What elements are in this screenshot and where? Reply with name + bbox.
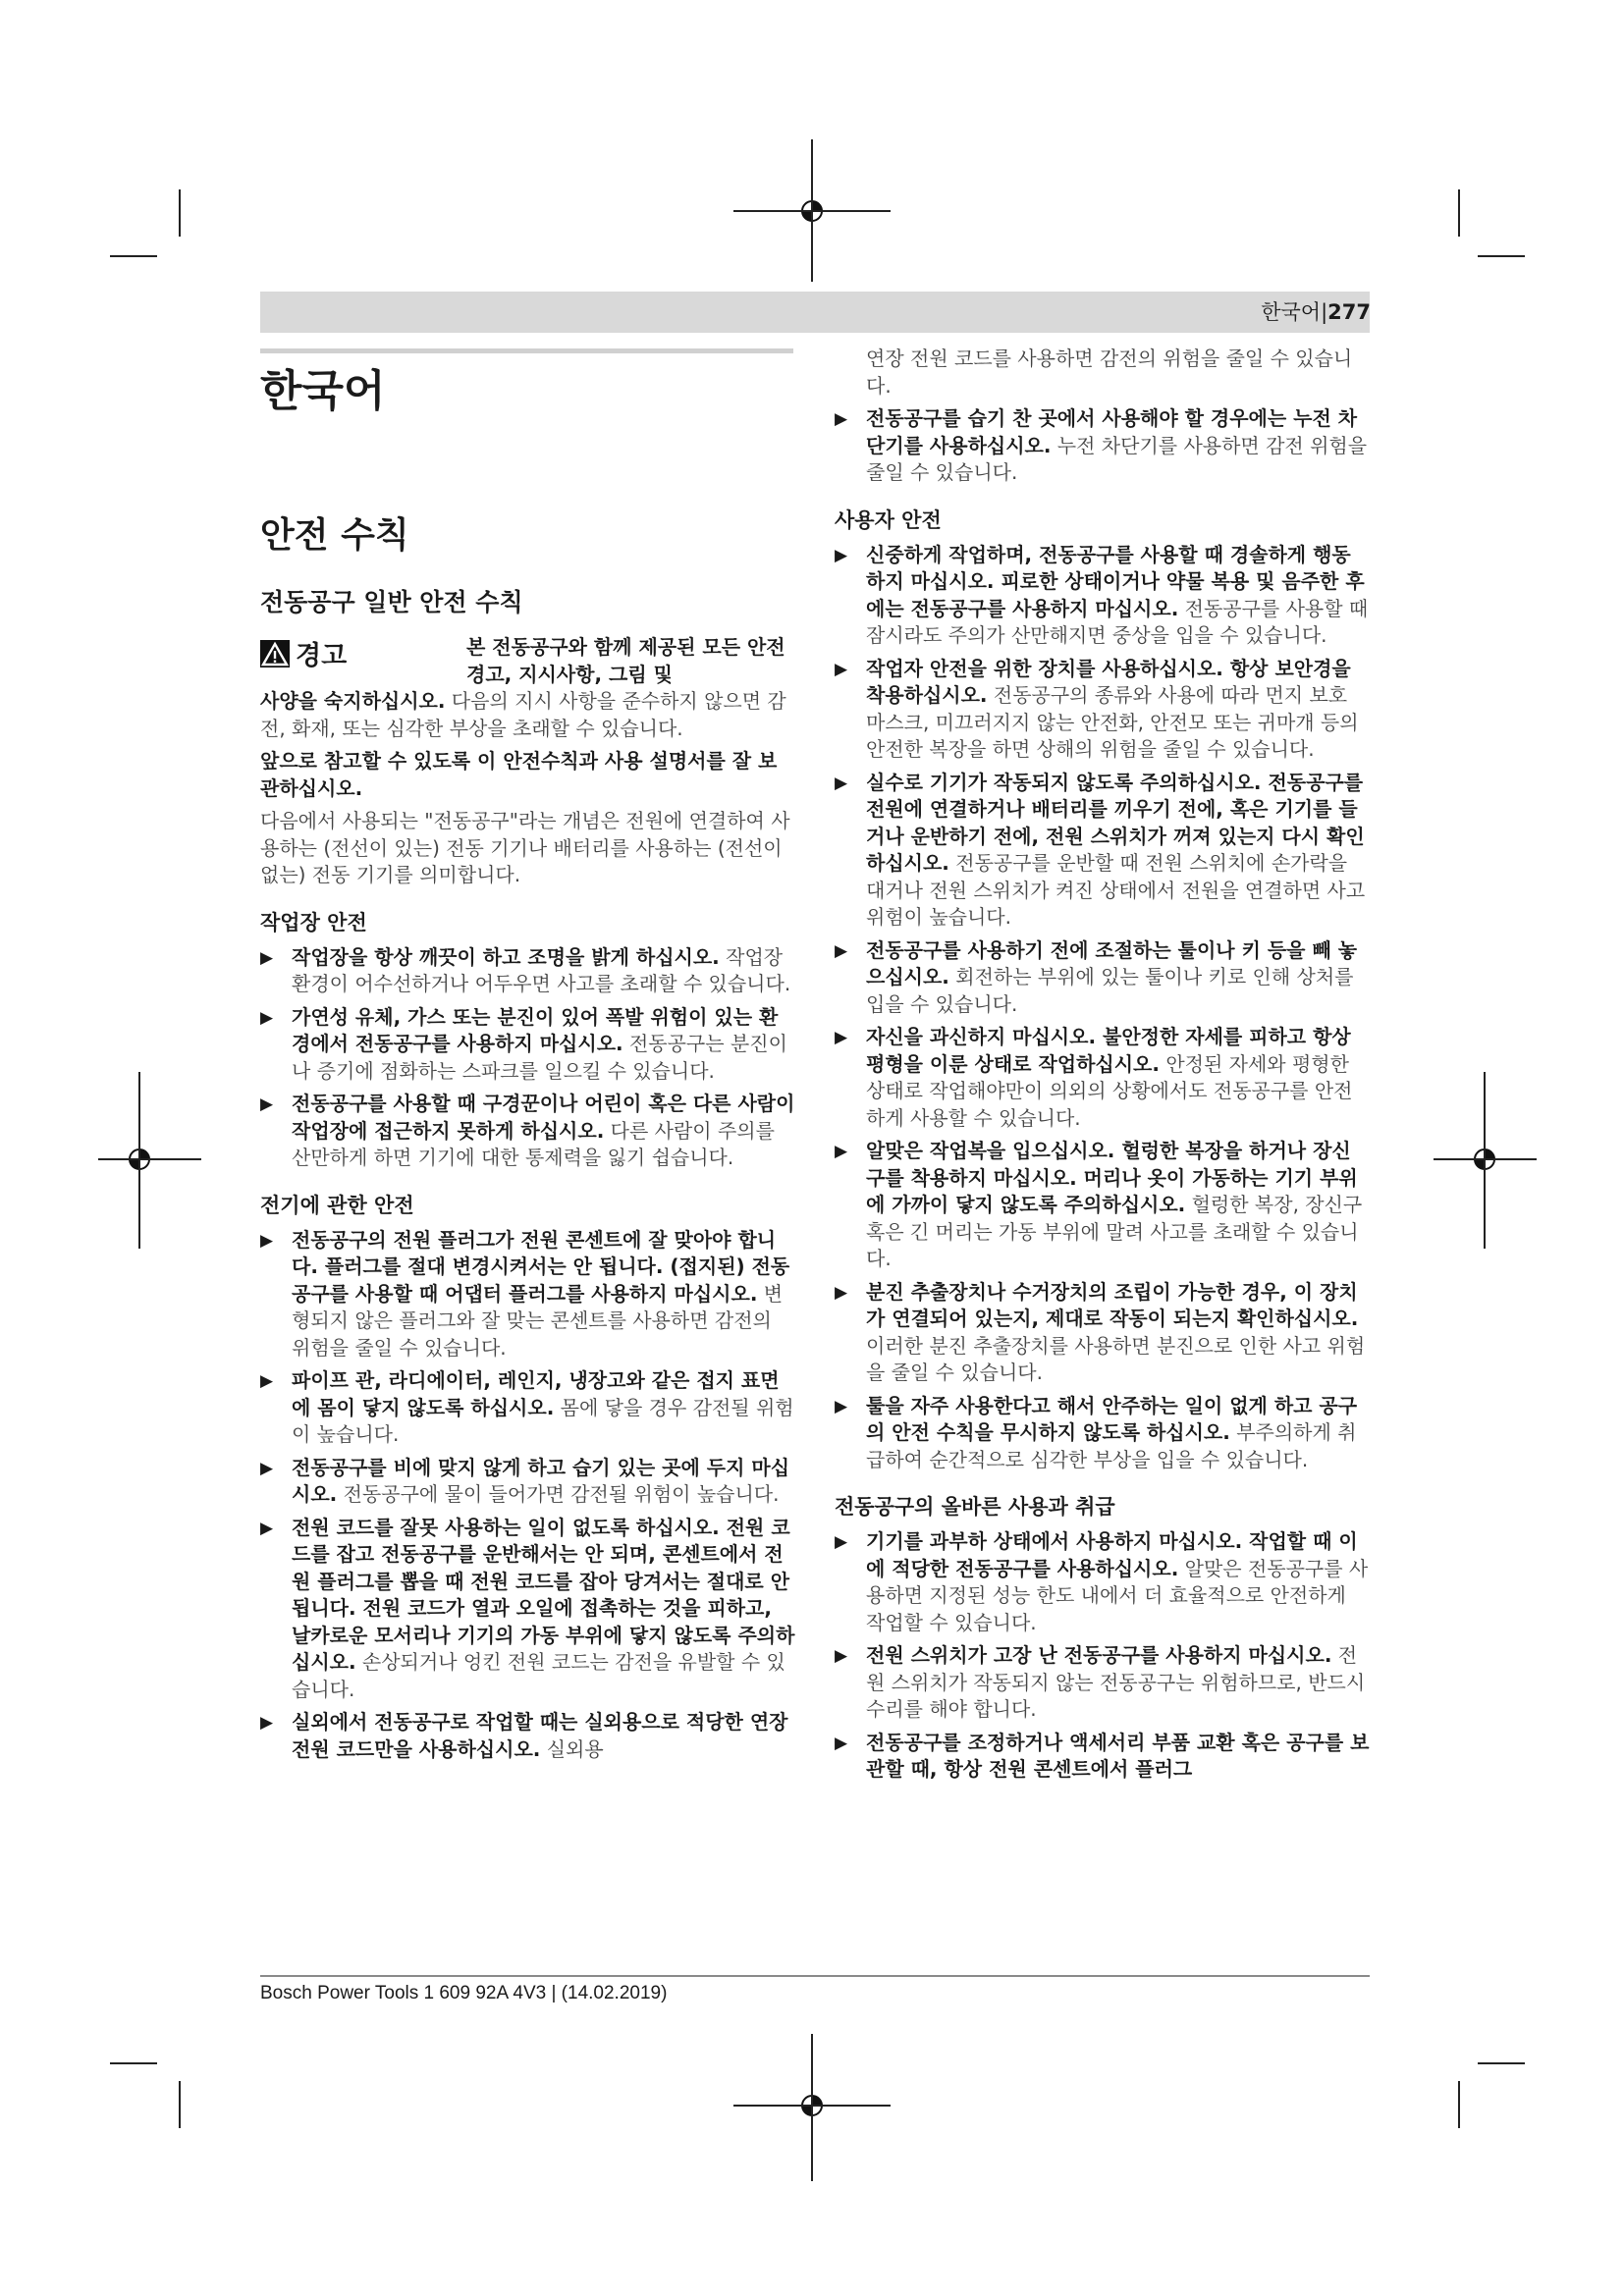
list-item-normal: 누전 차단기를 사용하면 감전 위험을 줄일 수 있습니다. xyxy=(866,433,1368,484)
list-item-normal: 전동공구는 분진이나 증기에 점화하는 스파크를 일으킬 수 있습니다. xyxy=(292,1032,787,1083)
list-item-normal: 실외용 xyxy=(540,1736,604,1761)
list-item xyxy=(260,1709,795,1763)
list-item-bold: 실외에서 전동공구로 작업할 때는 실외용으로 적당한 연장 전원 코드만을 사용하십시오. xyxy=(292,1710,788,1761)
list-item-normal: 전동공구에 물이 들어가면 감전될 위험이 높습니다. xyxy=(337,1482,780,1506)
right-first-items xyxy=(835,405,1370,487)
triangle-bullet-icon: ▶ xyxy=(835,659,848,679)
list-item-text xyxy=(866,1730,1370,1784)
triangle-bullet-icon: ▶ xyxy=(835,1396,848,1416)
list-item-text xyxy=(866,1528,1370,1636)
definition-paragraph: 다음에서 사용되는 "전동공구"라는 개념은 전원에 연결하여 사용하는 (전선이 있는) 전동 기기나 배터리를 사용하는 (전선이 없는) 전동 기기를 의미합니다. xyxy=(260,809,790,886)
reg-line-bottom-h xyxy=(733,2105,891,2107)
triangle-bullet-icon: ▶ xyxy=(835,940,848,961)
triangle-bullet-icon: ▶ xyxy=(260,1713,274,1733)
crop-mark-bottom-right-v xyxy=(1458,2081,1460,2128)
list-item-text xyxy=(292,1515,795,1704)
list-item-bold: 알맞은 작업복을 입으십시오. 헐렁한 복장을 하거나 장신구를 착용하지 마십시오. 머리나 옷이 가동하는 기기 부위에 가까이 닿지 않도록 주의하십시오. xyxy=(866,1139,1358,1216)
list-item xyxy=(835,1730,1370,1784)
list-item-bold: 가연성 유체, 가스 또는 분진이 있어 폭발 위험이 있는 환경에서 전동공구를 사용하지 마십시오. xyxy=(292,1004,779,1055)
subsection-heading: 전동공구 일반 안전 수칙 xyxy=(260,588,523,616)
group-heading: 작업장 안전 xyxy=(260,910,367,934)
list-item-text xyxy=(292,1004,795,1086)
running-header xyxy=(1261,294,1371,330)
warning-lead: 본 전동공구와 함께 제공된 모든 안전경고, 지시사항, 그림 및 xyxy=(466,635,785,686)
triangle-bullet-icon: ▶ xyxy=(835,545,848,565)
list-item xyxy=(260,1455,795,1509)
list-item-text xyxy=(866,1279,1370,1387)
section-heading: 안전 수칙 xyxy=(260,515,409,556)
list-item-bold: 전동공구를 사용하기 전에 조절하는 툴이나 키 등을 빼 놓으십시오. xyxy=(866,937,1358,988)
reg-line-left-h xyxy=(98,1158,201,1160)
list-item-normal: 몸에 닿을 경우 감전될 위험이 높습니다. xyxy=(292,1395,794,1446)
list-item-text xyxy=(292,1367,795,1449)
group-heading: 전기에 관한 안전 xyxy=(260,1193,414,1217)
continuation-text: 연장 전원 코드를 사용하면 감전의 위험을 줄일 수 있습니다. xyxy=(866,347,1353,398)
triangle-bullet-icon: ▶ xyxy=(835,1532,848,1552)
reg-line-right-h xyxy=(1434,1158,1537,1160)
list-item-text xyxy=(292,1455,795,1509)
reg-line-left-v xyxy=(138,1072,140,1249)
page-number: 277 xyxy=(1327,300,1371,324)
header-language: 한국어 xyxy=(1261,300,1322,324)
list-item-text xyxy=(292,1091,795,1172)
crop-mark-bottom-right-h xyxy=(1478,2062,1525,2064)
list-item-bold: 전원 코드를 잘못 사용하는 일이 없도록 하십시오. 전원 코드를 잡고 전동공구를 운반해서는 안 되며, 콘센트에서 전원 플러그를 뽑을 때 전원 코드를 잡아 당겨서는 절대로 안 됩니다. 전원 코드가 열과 오일에 접촉하는 것을 피하고, 날카로운 모서리나 기기의 가동 부위에 닿지 않도록 주의하십시오. xyxy=(292,1515,795,1674)
crop-mark-top-right-h xyxy=(1478,255,1525,257)
title-rule xyxy=(260,348,793,353)
list-item-text xyxy=(866,405,1370,487)
list-item-normal: 전동공구를 운반할 때 전원 스위치에 손가락을 대거나 전원 스위치가 켜진 상태에서 전원을 연결하면 사고 위험이 높습니다. xyxy=(866,851,1366,929)
list-item-normal: 안정된 자세와 평형한 상태로 작업해야만이 의외의 상황에서도 전동공구를 안전하게 사용할 수 있습니다. xyxy=(866,1051,1353,1130)
list-item xyxy=(835,770,1370,932)
language-title: 한국어 xyxy=(260,366,386,416)
list-item-bold: 전동공구의 전원 플러그가 전원 콘센트에 잘 맞아야 합니다. 플러그를 절대 변경시켜서는 안 됩니다. (접지된) 전동공구를 사용할 때 어댑터 플러그를 사용하지 마십시오. xyxy=(292,1227,790,1306)
list-item-normal: 변형되지 않은 플러그와 잘 맞는 콘센트를 사용하면 감전의 위험을 줄일 수 있습니다. xyxy=(292,1281,784,1360)
crop-mark-top-left-h xyxy=(110,255,157,257)
triangle-bullet-icon: ▶ xyxy=(835,1142,848,1161)
triangle-bullet-icon: ▶ xyxy=(835,409,848,429)
list-item-normal: 알맞은 전동공구를 사용하면 지정된 성능 한도 내에서 더 효율적으로 안전하게 작업할 수 있습니다. xyxy=(866,1556,1369,1634)
warning-text: 경고 xyxy=(296,641,348,671)
list-item xyxy=(260,1004,795,1086)
list-item xyxy=(835,937,1370,1019)
list-item-normal: 이러한 분진 추출장치를 사용하면 분진으로 인한 사고 위험을 줄일 수 있습니다. xyxy=(866,1333,1366,1384)
list-item-bold: 전동공구를 비에 맞지 않게 하고 습기 있는 곳에 두지 마십시오. xyxy=(292,1455,790,1506)
list-item-normal: 회전하는 부위에 있는 툴이나 키로 인해 상처를 입을 수 있습니다. xyxy=(866,965,1354,1016)
list-item-text xyxy=(292,1227,795,1362)
group-heading: 사용자 안전 xyxy=(835,507,942,532)
triangle-bullet-icon: ▶ xyxy=(835,1646,848,1666)
list-item-bold: 자신을 과신하지 마십시오. 불안정한 자세를 피하고 항상 평형을 이룬 상태로 작업하십시오. xyxy=(866,1025,1351,1076)
triangle-bullet-icon: ▶ xyxy=(260,1007,274,1028)
list-item xyxy=(835,1279,1370,1387)
list-item-normal: 전동공구의 종류와 사용에 따라 먼지 보호 마스크, 미끄러지지 않는 안전화, 안전모 또는 귀마개 등의 안전한 복장을 하면 상해의 위험을 줄일 수 있습니다. xyxy=(866,683,1359,761)
header-band xyxy=(260,292,1370,333)
triangle-bullet-icon: ▶ xyxy=(835,1028,848,1047)
list-item-bold: 작업장을 항상 깨끗이 하고 조명을 밝게 하십시오. xyxy=(292,944,720,969)
warning-rest: 다음의 지시 사항을 준수하지 않으면 감전, 화재, 또는 심각한 부상을 초래할 수 있습니다. xyxy=(260,689,786,740)
list-item xyxy=(835,405,1370,487)
reg-line-top-h xyxy=(733,210,891,212)
keep-instructions: 앞으로 참고할 수 있도록 이 안전수칙과 사용 설명서를 잘 보관하십시오. xyxy=(260,749,778,800)
list-item-text xyxy=(866,770,1370,932)
list-item-bold: 파이프 관, 라디에이터, 레인지, 냉장고와 같은 접지 표면에 몸이 닿지 않도록 하십시오. xyxy=(292,1368,780,1419)
list-item xyxy=(835,1528,1370,1636)
warning-label xyxy=(260,634,466,672)
footer-text: Bosch Power Tools 1 609 92A 4V3 | (14.02.2019) xyxy=(260,1983,668,2003)
list-item xyxy=(260,944,795,998)
list-item-bold: 전원 스위치가 고장 난 전동공구를 사용하지 마십시오. xyxy=(866,1643,1332,1667)
list-item-normal: 다른 사람이 주의를 산만하게 하면 기기에 대한 통제력을 잃기 쉽습니다. xyxy=(292,1118,775,1169)
list-item-normal: 손상되거나 엉킨 전원 코드는 감전을 유발할 수 있습니다. xyxy=(292,1650,785,1701)
list-item xyxy=(835,1642,1370,1724)
list-item xyxy=(835,656,1370,764)
list-item-text xyxy=(866,656,1370,764)
list-item-normal: 헐렁한 복장, 장신구 혹은 긴 머리는 가동 부위에 말려 사고를 초래할 수 있습니다. xyxy=(866,1193,1363,1270)
list-item-bold: 툴을 자주 사용한다고 해서 안주하는 일이 없게 하고 공구의 안전 수칙을 무시하지 않도록 하십시오. xyxy=(866,1393,1358,1444)
list-item-normal: 전동공구를 사용할 때 잠시라도 주의가 산만해지면 중상을 입을 수 있습니다. xyxy=(866,596,1369,647)
triangle-bullet-icon: ▶ xyxy=(260,1518,274,1538)
list-item-text xyxy=(292,944,795,998)
list-item xyxy=(835,1138,1370,1273)
left-groups xyxy=(260,907,795,1764)
triangle-bullet-icon: ▶ xyxy=(260,1371,274,1391)
list-item-bold: 신중하게 작업하며, 전동공구를 사용할 때 경솔하게 행동하지 마십시오. 피로한 상태이거나 약물 복용 및 음주한 후에는 전동공구를 사용하지 마십시오. xyxy=(866,542,1365,620)
triangle-bullet-icon: ▶ xyxy=(835,1282,848,1303)
warning-block xyxy=(260,634,795,688)
list-item-bold: 전동공구를 습기 찬 곳에서 사용해야 할 경우에는 누전 차단기를 사용하십시오. xyxy=(866,406,1358,457)
triangle-bullet-icon: ▶ xyxy=(835,1733,848,1753)
crop-mark-bottom-left-v xyxy=(179,2081,181,2128)
list-item xyxy=(260,1091,795,1172)
triangle-bullet-icon: ▶ xyxy=(260,947,274,968)
right-groups xyxy=(835,505,1370,1784)
list-item-bold: 작업자 안전을 위한 장치를 사용하십시오. 항상 보안경을 착용하십시오. xyxy=(866,656,1351,707)
list-item-text xyxy=(866,1138,1370,1273)
list-item-text xyxy=(866,1642,1370,1724)
triangle-bullet-icon: ▶ xyxy=(260,1095,274,1114)
list-item-normal: 작업장 환경이 어수선하거나 어두우면 사고를 초래할 수 있습니다. xyxy=(292,944,791,995)
warning-paragraph xyxy=(260,688,795,742)
group-heading: 전동공구의 올바른 사용과 취급 xyxy=(835,1495,1115,1519)
list-item-text xyxy=(866,937,1370,1019)
triangle-bullet-icon: ▶ xyxy=(260,1458,274,1478)
list-item-bold: 전동공구를 조정하거나 액세서리 부품 교환 혹은 공구를 보관할 때, 항상 전원 콘센트에서 플러그 xyxy=(866,1730,1370,1781)
list-item-text xyxy=(866,1024,1370,1132)
list-item-bold: 분진 추출장치나 수거장치의 조립이 가능한 경우, 이 장치가 연결되어 있는지, 제대로 작동이 되는지 확인하십시오. xyxy=(866,1279,1359,1330)
list-item xyxy=(835,1393,1370,1474)
list-item-bold: 실수로 기기가 작동되지 않도록 주의하십시오. 전동공구를 전원에 연결하거나 배터리를 끼우기 전에, 혹은 기기를 들거나 운반하기 전에, 전원 스위치가 꺼져 있는지 다시 확인하십시오. xyxy=(866,770,1365,875)
list-item xyxy=(260,1515,795,1704)
crop-mark-top-left-v xyxy=(179,189,181,237)
crop-mark-top-right-v xyxy=(1458,189,1460,237)
triangle-bullet-icon: ▶ xyxy=(835,773,848,793)
list-item xyxy=(835,1024,1370,1132)
header-separator: | xyxy=(1321,300,1328,324)
list-item-normal: 부주의하게 취급하여 순간적으로 심각한 부상을 입을 수 있습니다. xyxy=(866,1420,1357,1471)
crop-mark-bottom-left-h xyxy=(110,2062,157,2064)
right-column xyxy=(835,346,1370,1789)
warning-bold: 사양을 숙지하십시오. xyxy=(260,689,446,713)
list-item-text xyxy=(866,1393,1370,1474)
footer-rule xyxy=(260,1975,1370,1977)
triangle-bullet-icon: ▶ xyxy=(260,1230,274,1251)
list-item xyxy=(260,1227,795,1362)
list-item-text xyxy=(866,542,1370,650)
list-item-bold: 기기를 과부하 상태에서 사용하지 마십시오. 작업할 때 이에 적당한 전동공구를 사용하십시오. xyxy=(866,1529,1358,1580)
warning-triangle-icon xyxy=(260,640,290,667)
reg-line-right-v xyxy=(1484,1072,1486,1249)
list-item-bold: 전동공구를 사용할 때 구경꾼이나 어린이 혹은 다른 사람이 작업장에 접근하지 못하게 하십시오. xyxy=(292,1092,795,1143)
left-column xyxy=(260,507,795,1769)
list-item xyxy=(260,1367,795,1449)
list-item-text xyxy=(292,1709,795,1763)
reg-line-bottom-v xyxy=(811,2034,813,2181)
list-item-normal: 전원 스위치가 작동되지 않는 전동공구는 위험하므로, 반드시 수리를 해야 합니다. xyxy=(866,1643,1366,1721)
list-item xyxy=(835,542,1370,650)
